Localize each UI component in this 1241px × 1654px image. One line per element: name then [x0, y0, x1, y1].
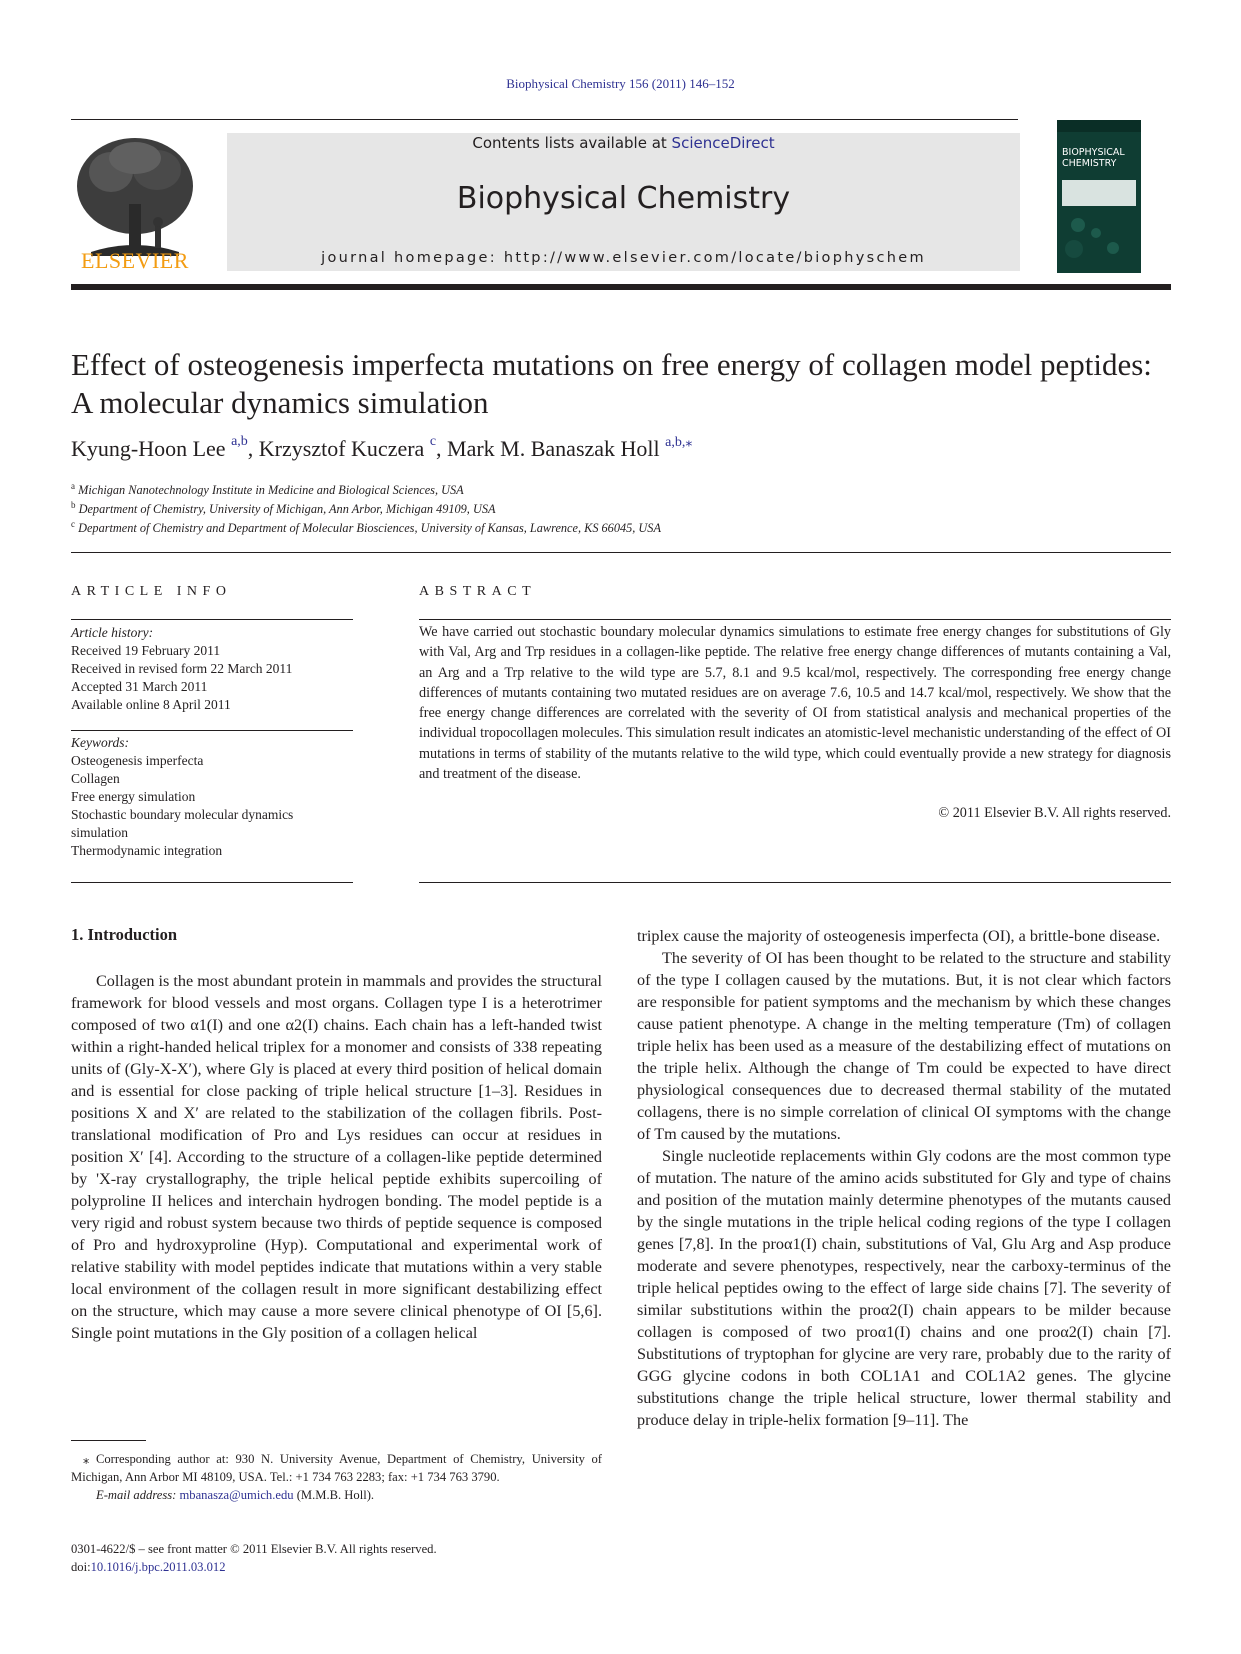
- affiliation-mark: b: [71, 500, 76, 510]
- author-affiliation-mark[interactable]: a,b,⁎: [665, 435, 693, 450]
- elsevier-wordmark: ELSEVIER: [81, 248, 189, 273]
- author-name: Mark M. Banaszak Holl: [447, 436, 660, 461]
- abstract-text: We have carried out stochastic boundary molecular dynamics simulations to estimate free energy changes for substitutions of Gly with Val, Arg and Trp residues in a collagen-like peptide. The relative free energy change differences of mutants containing a Val, an Arg and a Trp relative to the wild type are 5.7, 8.1 and 9.5 kcal/mol, respectively. The corresponding free energy change differences of mutants containing two mutated residues are on average 7.6, 10.5 and 14.7 kcal/mol, respectively. We show that the free energy change differences are correlated with the severity of OI from statistical analysis and mechanical properties of the individual tropocollagen molecules. This simulation result indicates an atomistic-level mechanistic understanding of the effect of OI mutations in terms of stability of the mutants relative to the wild type, which could eventually provide a new strategy for diagnosis and treatment of the disease.: [419, 624, 1171, 783]
- article-history: [71, 624, 353, 714]
- corresponding-author-note: ⁎ Corresponding author at: 930 N. University Avenue, Department of Chemistry, University of Michigan, Ann Arbor MI 48109, USA. Tel.: +1 734 763 2283; fax: +1 734 763 3790.: [71, 1452, 602, 1484]
- abstract-heading: ABSTRACT: [419, 584, 537, 599]
- affiliation-a: [71, 478, 1171, 498]
- email-label: E-mail address:: [96, 1488, 177, 1502]
- history-item: Received in revised form 22 March 2011: [71, 661, 293, 676]
- author-affiliation-mark[interactable]: a,b: [231, 434, 248, 449]
- email-link[interactable]: mbanasza@umich.edu: [179, 1488, 294, 1502]
- keyword-item: Free energy simulation: [71, 789, 196, 804]
- author-name: Krzysztof Kuczera: [258, 436, 425, 461]
- history-item: Received 19 February 2011: [71, 643, 221, 658]
- paragraph: Collagen is the most abundant protein in mammals and provides the structural framework for blood vessels and most organs. Collagen type I is a heterotrimer composed of two α1(I) and one α2(I) chains. Each chain has a left-handed twist within a right-handed helical triplex for a monomer and consists of 338 repeating units of (Gly-X-X′), where Gly is placed at every third position of helical domain and is essential for close packing of triple helical structure [1–3]. Residues in positions X and X′ are related to the stabilization of the collagen fibrils. Post-translational modification of Pro and Lys residues can occur at residues in position X′ [4]. According to the structure of a collagen-like peptide determined by 'X-ray crystallography, the triple helical peptide exhibits supercoiling of polyproline II helices and interchain hydrogen bonding. The model peptide is a very rigid and robust system because two thirds of peptide sequence is composed of Pro and hydroxyproline (Hyp). Computational and experimental work of relative stability with model peptides indicate that mutations within a very stable local environment of the collagen result in more significant destabilizing effect on the structure, which may cause a more severe clinical phenotype of OI [5,6]. Single point mutations in the Gly position of a collagen helical: [71, 972, 602, 1342]
- cover-title-line2: CHEMISTRY: [1062, 158, 1117, 169]
- front-matter-info: [71, 1540, 671, 1576]
- journal-citation[interactable]: Biophysical Chemistry 156 (2011) 146–152: [506, 76, 735, 91]
- footnote-rule: [71, 1440, 146, 1441]
- article-info-rule: [71, 882, 353, 883]
- footnote: [71, 1450, 602, 1504]
- doi-link[interactable]: 10.1016/j.bpc.2011.03.012: [90, 1560, 226, 1574]
- affiliation-text: Department of Chemistry, University of Michigan, Ann Arbor, Michigan 49109, USA: [78, 502, 496, 517]
- article-info-rule: [71, 619, 353, 620]
- affiliation-c: [71, 516, 1171, 536]
- journal-name: Biophysical Chemistry: [456, 181, 791, 216]
- article-title: Effect of osteogenesis imperfecta mutations on free energy of collagen model peptides: A molecular dynamics simulation: [71, 347, 1152, 420]
- paragraph: Single nucleotide replacements within Gly codons are the most common type of mutation. The nature of the amino acids substituted for Gly and type of chains and position of the mutation mainly determine phenotypes of the mutants caused by the single mutations in the triple helical coding regions of the type I collagen genes [7,8]. In the proα1(I) chain, substitutions of Val, Glu Arg and Asp produce moderate and severe phenotypes, respectively, near the carboxy-terminus of the triple helical peptides owing to the effect of large side chains [7]. The severity of similar substitutions within the proα2(I) chain appears to be milder because collagen is composed of two proα1(I) chains and one proα2(I) chain [7]. Substitutions of tryptophan for glycine are very rare, probably due to the rarity of GGG glycine codons in both COL1A1 and COL1A2 genes. The glycine substitutions change the triple helical structure, lower thermal stability and produce delay in triple-helix formation [9–11]. The: [637, 1147, 1171, 1429]
- article-info-heading: ARTICLE INFO: [71, 584, 232, 599]
- header-thick-rule: [71, 284, 1171, 290]
- journal-homepage[interactable]: journal homepage: http://www.elsevier.com/locate/biophyschem: [321, 250, 926, 266]
- author-name: Kyung-Hoon Lee: [71, 436, 226, 461]
- cover-title-line1: BIOPHYSICAL: [1062, 147, 1125, 158]
- keywords: [71, 734, 353, 860]
- history-item: Accepted 31 March 2011: [71, 679, 208, 694]
- sciencedirect-link[interactable]: ScienceDirect: [671, 134, 775, 152]
- paragraph: The severity of OI has been thought to be related to the structure and stability of the type I collagen caused by the mutations. But, it is not clear which factors are responsible for patient symptoms and the mechanism by which these changes cause patient phenotype. A change in the melting temperature (Tm) of collagen triple helix has been used as a measure of the destabilizing effect of mutations on the triple helix. Although the change of Tm could be expected to have direct physiological consequences due to decreased thermal stability of the mutated collagens, there is no simple correlation of clinical OI symptoms with the change of Tm caused by the mutations.: [637, 949, 1171, 1143]
- section-rule: [71, 552, 1171, 553]
- keyword-item: Collagen: [71, 771, 120, 786]
- email-owner: (M.M.B. Holl).: [296, 1488, 375, 1502]
- doi-line: [71, 1558, 671, 1576]
- keyword-item: Thermodynamic integration: [71, 843, 223, 858]
- journal-cover-thumbnail[interactable]: [1057, 120, 1141, 273]
- contents-prefix: Contents lists available at: [472, 134, 672, 152]
- issn-line: 0301-4622/$ – see front matter © 2011 Elsevier B.V. All rights reserved.: [71, 1542, 437, 1556]
- abstract-rule: [419, 882, 1171, 883]
- author-affiliation-mark[interactable]: c: [429, 434, 437, 449]
- affiliation-mark: a: [71, 481, 75, 491]
- author-separator: ,: [247, 436, 259, 461]
- header-rule: [71, 119, 1018, 120]
- keywords-label: Keywords:: [71, 735, 129, 750]
- body-column-left: [71, 970, 602, 1344]
- paragraph: triplex cause the majority of osteogenesis imperfecta (OI), a brittle-bone disease.: [637, 927, 1161, 945]
- elsevier-logo: [71, 134, 199, 274]
- keyword-item: Osteogenesis imperfecta: [71, 753, 204, 768]
- history-item: Available online 8 April 2011: [71, 697, 231, 712]
- journal-banner: [227, 133, 1020, 271]
- history-label: Article history:: [71, 625, 154, 640]
- abstract-copyright: © 2011 Elsevier B.V. All rights reserved.: [938, 805, 1171, 821]
- author-list: [71, 436, 1171, 462]
- abstract-rule: [419, 619, 1171, 620]
- affiliation-mark: c: [71, 519, 75, 529]
- article-info-rule: [71, 730, 353, 731]
- affiliation-b: [71, 497, 1171, 517]
- contents-line: [227, 133, 1020, 152]
- doi-prefix: doi:: [71, 1560, 91, 1574]
- email-line: [71, 1486, 602, 1504]
- affiliation-text: Michigan Nanotechnology Institute in Medicine and Biological Sciences, USA: [78, 483, 464, 498]
- section-heading: 1. Introduction: [71, 925, 178, 944]
- keyword-item: Stochastic boundary molecular dynamics simulation: [71, 807, 294, 840]
- author-separator: ,: [436, 436, 448, 461]
- body-column-right: [637, 925, 1171, 1431]
- affiliation-text: Department of Chemistry and Department of Molecular Biosciences, University of Kansas, Lawrence, KS 66045, USA: [78, 521, 661, 536]
